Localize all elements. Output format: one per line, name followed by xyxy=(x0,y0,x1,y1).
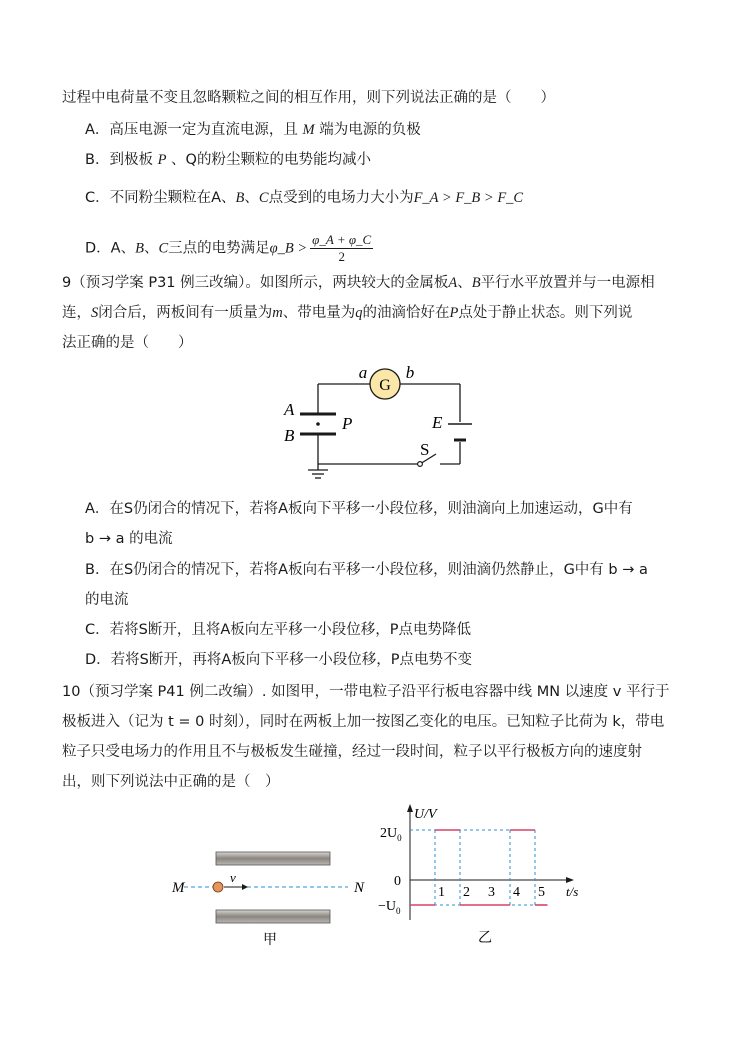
figure-yi-voltage-chart xyxy=(370,800,600,950)
q9-option-b-line2: 的电流 xyxy=(85,592,129,608)
q8-option-a[interactable] xyxy=(85,120,421,140)
var-s: S xyxy=(91,305,99,321)
q9-stem-line3: 法正确的是（ ） xyxy=(62,335,193,351)
var-b: B xyxy=(471,275,481,291)
charged-particle xyxy=(213,882,223,892)
figure-jia-capacitor xyxy=(160,840,380,950)
var-b: B xyxy=(135,240,144,257)
y-axis-arrow xyxy=(407,804,413,812)
q9-stem-line2 xyxy=(62,303,632,323)
var-m: m xyxy=(272,305,283,321)
label-m: M xyxy=(172,880,185,896)
option-text: A、 xyxy=(110,240,136,257)
sep: 、 xyxy=(457,275,472,291)
q9-option-c[interactable]: C．若将S断开，且将A板向左平移一小段位移，P点电势降低 xyxy=(85,622,471,638)
force-formula: F_A > F_B > F_C xyxy=(413,190,524,206)
fraction-denominator: 2 xyxy=(338,249,345,264)
x-tick-label-1: 1 xyxy=(438,885,445,900)
stem-text: 的油滴恰好在 xyxy=(362,305,450,321)
stem-text: 9（预习学案 P31 例三改编）。如图所示，两块较大的金属板 xyxy=(62,275,449,291)
q9-option-a-line2: b → a 的电流 xyxy=(85,531,173,547)
potential-lhs: φ_B > xyxy=(269,240,308,257)
x-tick-label-4: 4 xyxy=(513,885,520,900)
label-b-node: b xyxy=(405,363,415,382)
y-tick-bottom: $-U_0$ xyxy=(378,899,401,916)
option-text: 、Q的粉尘颗粒的电势能均减小 xyxy=(171,152,371,168)
x-axis-arrow xyxy=(566,877,574,883)
q10-stem-line4: 出，则下列说法中正确的是（ ） xyxy=(62,774,280,790)
x-tick-label-3: 3 xyxy=(488,885,495,900)
option-label: A． xyxy=(85,122,110,138)
var-a: A xyxy=(448,275,458,291)
label-n: N xyxy=(354,880,365,896)
stem-text: 、带电量为 xyxy=(282,305,356,321)
option-text: 到极板 xyxy=(109,152,153,168)
option-label: B． xyxy=(85,152,110,168)
y-axis-label: U/V xyxy=(414,807,437,822)
var-b: B xyxy=(235,190,245,206)
q8-option-b[interactable] xyxy=(85,150,371,170)
switch-pivot xyxy=(418,462,423,467)
circuit-diagram xyxy=(270,362,480,482)
upper-plate xyxy=(216,852,330,865)
q9-option-d[interactable]: D．若将S断开，再将A板向下平移一小段位移，P点电势不变 xyxy=(85,652,473,668)
option-text: 不同粉尘颗粒在A、 xyxy=(109,190,236,206)
sep: 、 xyxy=(143,240,159,257)
stem-text: 平行水平放置并与一电源相 xyxy=(480,275,655,291)
var-p: P xyxy=(157,152,167,168)
var-p: P xyxy=(449,305,459,321)
label-plate-a: A xyxy=(284,400,295,419)
stem-text: 闭合后，两板间有一质量为 xyxy=(98,305,273,321)
x-tick-label-2: 2 xyxy=(463,885,470,900)
q10-stem-line2: 极板进入（记为 t = 0 时刻），同时在两板上加一按图乙变化的电压。已知粒子比荷为 k，带电 xyxy=(62,714,665,730)
q9-stem-line1 xyxy=(62,273,655,293)
label-a-node: a xyxy=(358,363,368,382)
label-battery-e: E xyxy=(432,413,443,432)
x-tick-label-5: 5 xyxy=(538,885,545,900)
q8-option-c[interactable] xyxy=(85,188,523,208)
q9-option-a-line1[interactable]: A．在S仍闭合的情况下，若将A板向下平移一小段位移，则油滴向上加速运动，G中有 xyxy=(85,501,633,517)
q10-stem-line1: 10（预习学案 P41 例二改编）. 如图甲，一带电粒子沿平行板电容器中线 MN 以速度 v 平行于 xyxy=(62,684,670,700)
stem-text: 点处于静止状态。则下列说 xyxy=(458,305,633,321)
option-text: 点受到的电场力大小为 xyxy=(268,190,414,206)
var-c: C xyxy=(158,240,169,257)
y-tick-zero: 0 xyxy=(394,874,401,889)
var-q: q xyxy=(355,305,363,321)
label-v: v xyxy=(230,870,236,885)
caption-jia: 甲 xyxy=(263,933,277,948)
caption-yi: 乙 xyxy=(478,931,492,946)
q9-option-b-line1[interactable]: B．在S仍闭合的情况下，若将A板向右平移一小段位移，则油滴仍然静止，G中有 b → a xyxy=(85,562,648,578)
q8-option-d[interactable] xyxy=(85,232,373,265)
option-text: 端为电源的负极 xyxy=(319,122,421,138)
oil-drop xyxy=(316,422,320,426)
fraction-numerator: φ_A + φ_C xyxy=(312,232,372,247)
option-text: 高压电源一定为直流电源，且 xyxy=(109,122,298,138)
option-label: C． xyxy=(85,190,110,206)
stem-text: 连， xyxy=(62,305,91,321)
q10-stem-line3: 粒子只受电场力的作用且不与极板发生碰撞，经过一段时间，粒子以平行极板方向的速度射 xyxy=(62,744,642,760)
potential-fraction xyxy=(310,232,373,265)
y-tick-top: $2U_0$ xyxy=(380,826,402,843)
label-point-p: P xyxy=(342,414,353,433)
option-text: 三点的电势满足 xyxy=(168,240,270,257)
label-switch-s: S xyxy=(420,440,430,459)
sep: 、 xyxy=(244,190,259,206)
velocity-arrow-head xyxy=(242,884,248,890)
label-g: G xyxy=(379,377,391,394)
label-plate-b: B xyxy=(284,426,295,445)
q8-stem-tail: 过程中电荷量不变且忽略颗粒之间的相互作用，则下列说法正确的是（ ） xyxy=(62,90,555,106)
option-label: D． xyxy=(85,240,111,257)
lower-plate xyxy=(216,910,330,923)
var-m: M xyxy=(302,122,315,138)
x-axis-label: t/s xyxy=(566,884,579,899)
var-c: C xyxy=(258,190,269,206)
